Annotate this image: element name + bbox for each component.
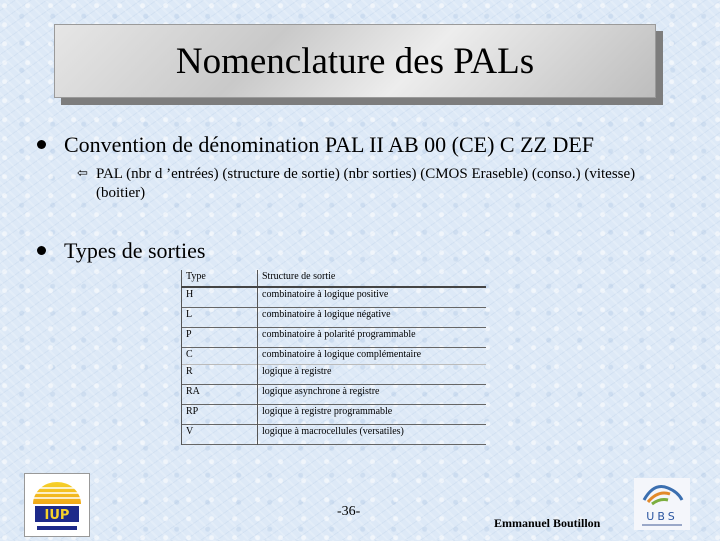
table-cell-type: H [182,287,258,307]
table-row [182,364,487,384]
table-cell-structure: logique à macrocellules (versatiles) [258,424,487,444]
table-cell-structure: combinatoire à logique positive [258,287,487,307]
table-cell-type: C [182,347,258,364]
table-row [182,384,487,404]
table-row [182,347,487,364]
iup-logo [24,473,90,537]
table-cell-type: P [182,327,258,347]
table-row [182,307,487,327]
sub-bullet-convention-detail: PAL (nbr d ’entrées) (structure de sortie) (nbr sorties) (CMOS Eraseble) (conso.) (vitesse) (boitier) [96,166,636,201]
bullet-item-types: Types de sorties [64,238,206,263]
table-cell-structure: combinatoire à logique complémentaire [258,347,487,364]
table-cell-structure: combinatoire à logique négative [258,307,487,327]
table-cell-type: L [182,307,258,327]
page-number: -36- [337,504,361,519]
table-header-type: Type [182,270,258,287]
bullet-dot [37,140,46,149]
table-header-structure: Structure de sortie [258,270,487,287]
svg-text:IUP: IUP [44,508,70,523]
bullet-item-convention: Convention de dénomination PAL II AB 00 (CE) C ZZ DEF [64,132,595,157]
table-row [182,404,487,424]
output-types-table [181,270,486,445]
table-cell-structure: logique à registre [258,364,487,384]
table-cell-type: V [182,424,258,444]
table-cell-type: R [182,364,258,384]
table-row [182,424,487,444]
table-row [182,327,487,347]
table-cell-structure: logique à registre programmable [258,404,487,424]
table-cell-structure: combinatoire à polarité programmable [258,327,487,347]
author-name: Emmanuel Boutillon [494,516,601,530]
table-cell-type: RP [182,404,258,424]
slide-title: Nomenclature des PALs [175,40,535,82]
table-header-row [182,270,487,287]
table-cell-type: RA [182,384,258,404]
outline-arrow-icon: ⇦ [77,166,88,181]
ubs-logo [634,478,690,530]
svg-text:UBS: UBS [646,510,678,523]
bullet-dot [37,246,46,255]
title-box [54,24,656,98]
table-row [182,287,487,307]
table-cell-structure: logique asynchrone à registre [258,384,487,404]
